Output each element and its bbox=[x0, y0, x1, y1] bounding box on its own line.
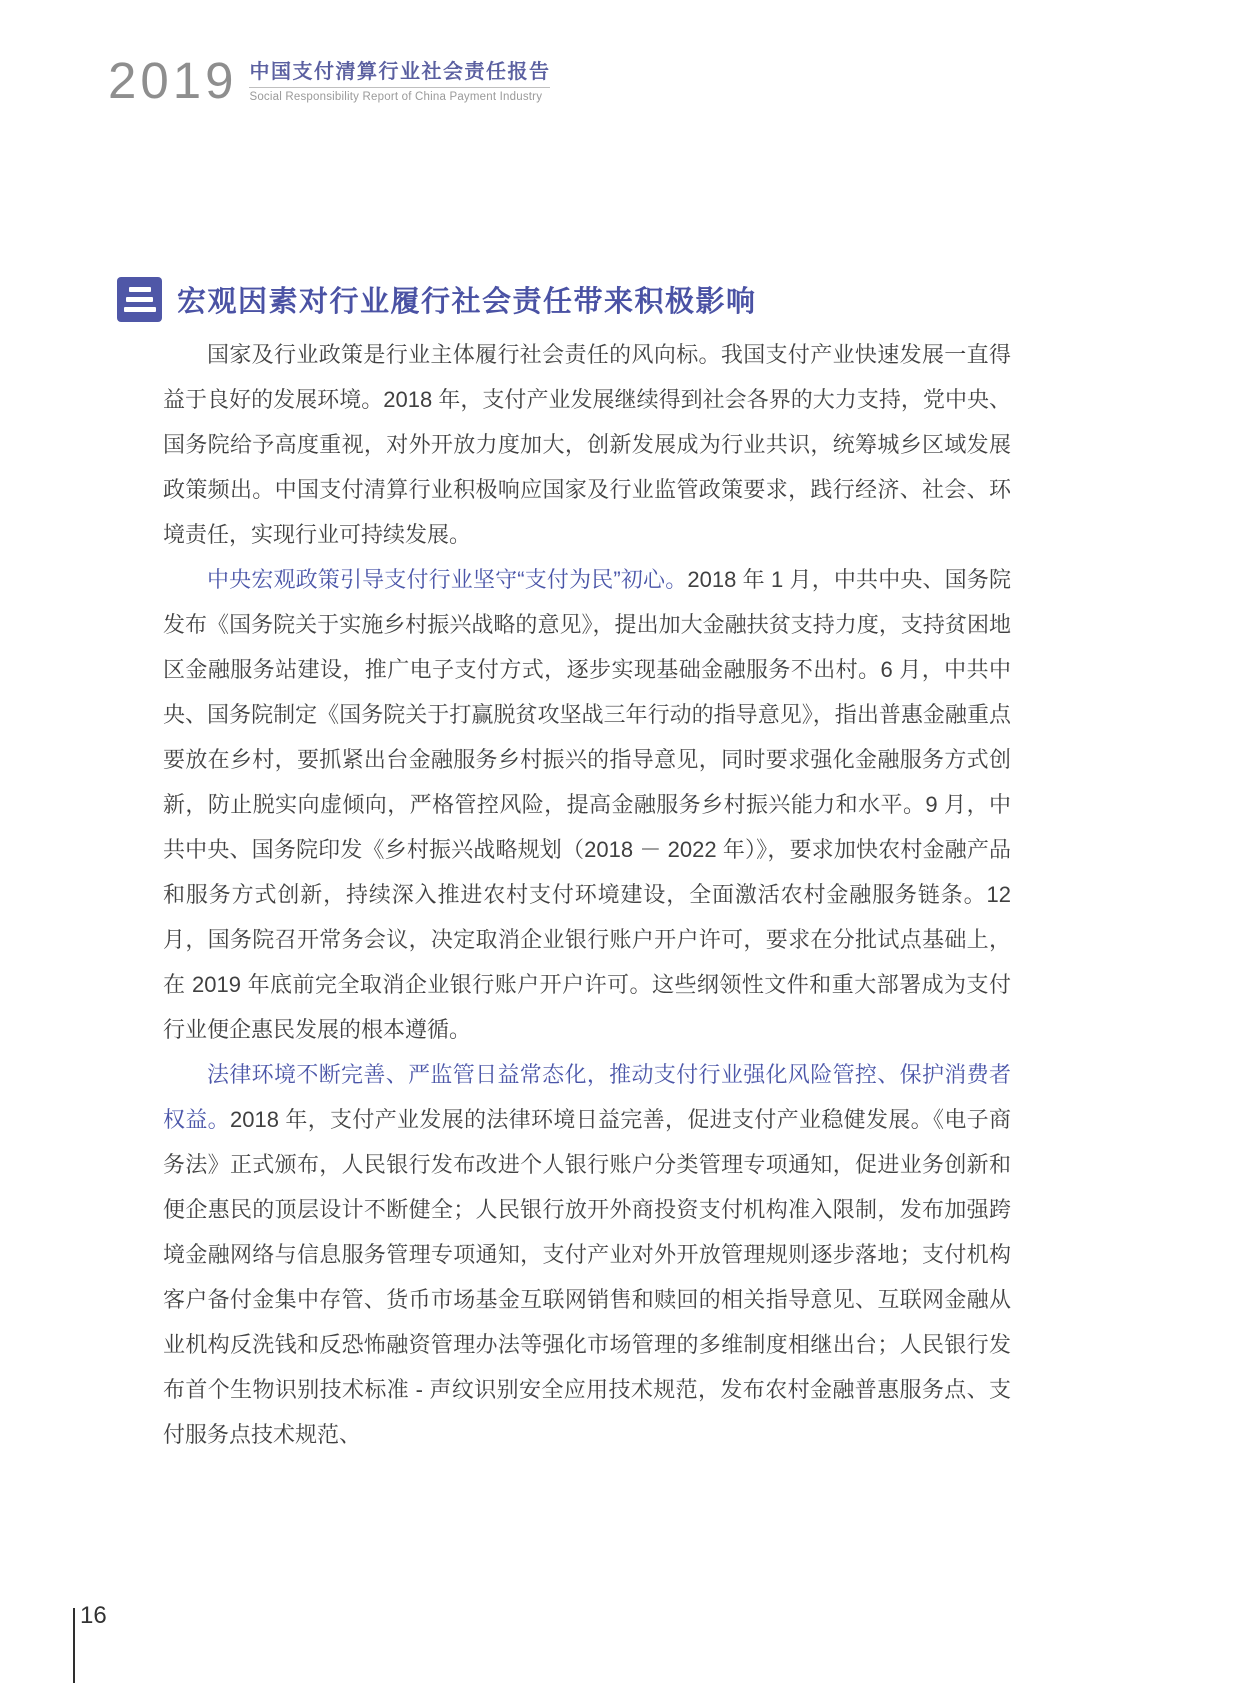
paragraph-lead: 中央宏观政策引导支付行业坚守“支付为民”初心。 bbox=[207, 567, 688, 592]
icon-bar bbox=[129, 287, 151, 292]
section-heading bbox=[117, 277, 757, 322]
section-title: 宏观因素对行业履行社会责任带来积极影响 bbox=[177, 286, 757, 318]
paragraph bbox=[163, 557, 1011, 1052]
icon-bar bbox=[126, 297, 153, 302]
paragraph bbox=[163, 332, 1011, 557]
paragraph-lead: 法律环境不断完善、严监管日益常态化，推动支付行业强化风险管控、保护消费者权益。 bbox=[163, 1062, 1011, 1132]
icon-bar bbox=[124, 307, 156, 312]
paragraph-text: 2018 年 1 月，中共中央、国务院发布《国务院关于实施乡村振兴战略的意见》，提出加大金融扶贫支持力度，支持贫困地区金融服务站建设，推广电子支付方式，逐步实现基础金融服务不出村。6 月，中共中央、国务院制定《国务院关于打赢脱贫攻坚战三年行动的指导意见》，指出普惠金融重点要放在乡村，要抓紧出台金融服务乡村振兴的指导意见，同时要求强化金融服务方式创新，防止脱实向虚倾向，严格管控风险，提高金融服务乡村振兴能力和水平。9 月，中共中央、国务院印发《乡村振兴战略规划（2018 － 2022 年）》，要求加快农村金融产品和服务方式创新，持续深入推进农村支付环境建设，全面激活农村金融服务链条。12 月，国务院召开常务会议，决定取消企业银行账户开户许可，要求在分批试点基础上，在 2019 年底前完全取消企业银行账户开户许可。这些纲领性文件和重大部署成为支付行业便企惠民发展的根本遵循。 bbox=[163, 567, 1012, 1042]
footer-rule bbox=[73, 1608, 75, 1683]
paragraph bbox=[163, 1052, 1011, 1457]
report-title-block bbox=[249, 55, 550, 103]
report-year: 2019 bbox=[108, 52, 238, 109]
body-text bbox=[163, 332, 1011, 1457]
paragraph-text: 国家及行业政策是行业主体履行社会责任的风向标。我国支付产业快速发展一直得益于良好的发展环境。2018 年，支付产业发展继续得到社会各界的大力支持，党中央、国务院给予高度重视，对外开放力度加大，创新发展成为行业共识，统筹城乡区域发展政策频出。中国支付清算行业积极响应国家及行业监管政策要求，践行经济、社会、环境责任，实现行业可持续发展。 bbox=[163, 342, 1011, 547]
report-title-english: Social Responsibility Report of China Payment Industry bbox=[249, 91, 543, 103]
page-header bbox=[108, 52, 551, 109]
page-number: 16 bbox=[80, 1602, 107, 1629]
paragraph-text: 2018 年，支付产业发展的法律环境日益完善，促进支付产业稳健发展。《电子商务法》正式颁布，人民银行发布改进个人银行账户分类管理专项通知，促进业务创新和便企惠民的顶层设计不断健全；人民银行放开外商投资支付机构准入限制，发布加强跨境金融网络与信息服务管理专项通知，支付产业对外开放管理规则逐步落地；支付机构客户备付金集中存管、货币市场基金互联网销售和赎回的相关指导意见、互联网金融从业机构反洗钱和反恐怖融资管理办法等强化市场管理的多维制度相继出台；人民银行发布首个生物识别技术标准 - 声纹识别安全应用技术规范，发布农村金融普惠服务点、支付服务点技术规范、 bbox=[163, 1107, 1011, 1447]
header-divider bbox=[249, 87, 550, 88]
three-bars-icon bbox=[117, 277, 162, 322]
report-title-chinese: 中国支付清算行业社会责任报告 bbox=[249, 61, 551, 83]
